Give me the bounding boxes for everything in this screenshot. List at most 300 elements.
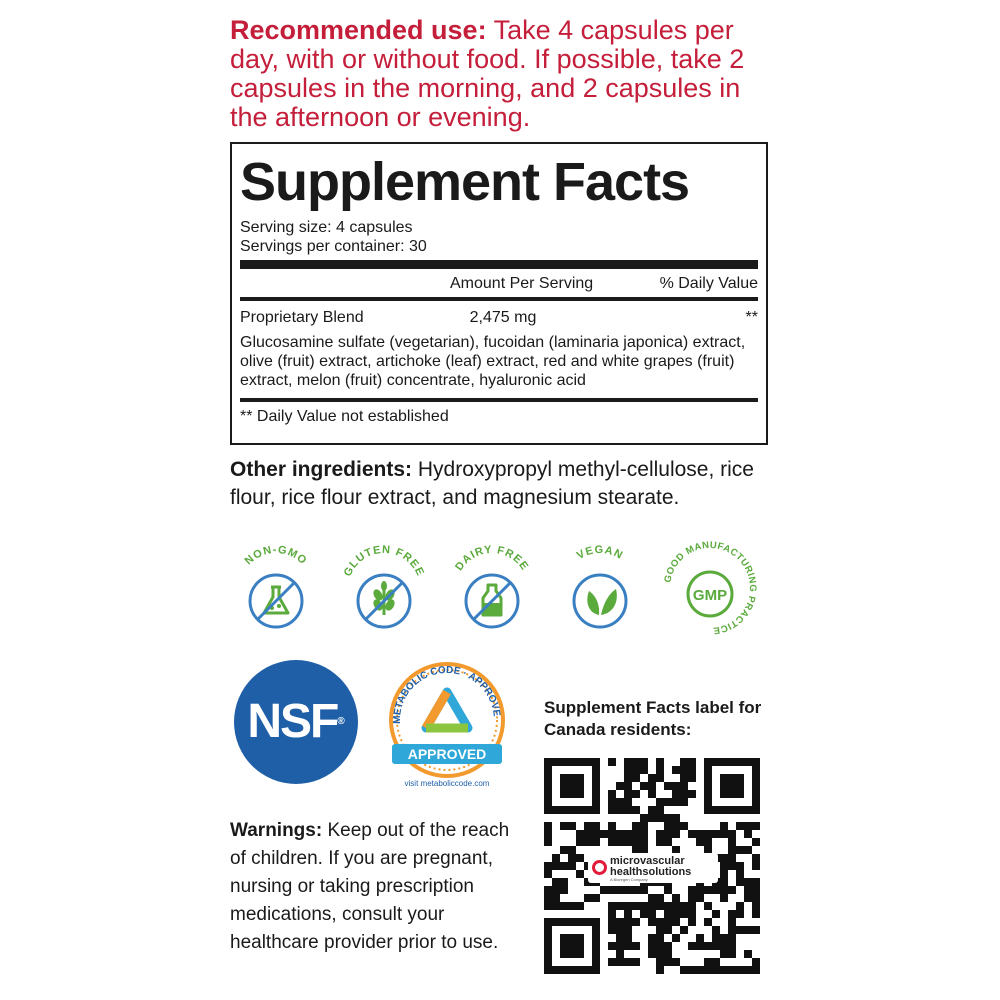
qr-module <box>656 774 664 782</box>
qr-module <box>624 774 632 782</box>
qr-module <box>672 830 680 838</box>
qr-module <box>704 958 712 966</box>
qr-module <box>576 830 584 838</box>
qr-module <box>576 870 584 878</box>
qr-module <box>664 958 672 966</box>
qr-module <box>616 950 624 958</box>
blend-name: Proprietary Blend <box>240 309 364 326</box>
qr-module <box>608 758 616 766</box>
qr-module <box>720 870 728 878</box>
qr-module <box>664 830 672 838</box>
qr-module <box>736 870 744 878</box>
other-ingredients-label: Other ingredients: <box>230 458 413 481</box>
qr-code-label: Supplement Facts label for Canada residents: <box>544 698 762 739</box>
qr-module <box>640 902 648 910</box>
qr-module <box>720 862 728 870</box>
qr-module <box>544 894 552 902</box>
qr-module <box>656 942 664 950</box>
qr-module <box>680 822 688 830</box>
qr-module <box>656 838 664 846</box>
qr-module <box>680 902 688 910</box>
svg-text:DAIRY FREE <box>453 544 531 573</box>
qr-module <box>584 838 592 846</box>
qr-module <box>632 902 640 910</box>
qr-module <box>720 830 728 838</box>
qr-module <box>680 910 688 918</box>
qr-module <box>688 910 696 918</box>
qr-module <box>648 950 656 958</box>
nsf-registered-mark: ® <box>337 716 345 727</box>
qr-module <box>672 798 680 806</box>
qr-module <box>624 758 632 766</box>
supplement-facts-title: Supplement Facts <box>240 152 690 212</box>
nsf-logo-text: NSF <box>247 695 338 748</box>
qr-module <box>680 766 688 774</box>
qr-module <box>712 958 720 966</box>
gmp-icon: GMP <box>692 587 728 604</box>
qr-module <box>624 806 632 814</box>
qr-module <box>720 950 728 958</box>
brand-subtitle: A Bioregen Company <box>610 877 648 882</box>
qr-module <box>720 966 728 974</box>
qr-module <box>664 902 672 910</box>
qr-module <box>728 886 736 894</box>
qr-module <box>664 950 672 958</box>
qr-module <box>696 934 704 942</box>
qr-module <box>648 814 656 822</box>
qr-module <box>680 926 688 934</box>
qr-module <box>672 790 680 798</box>
qr-module <box>712 830 720 838</box>
qr-module <box>704 966 712 974</box>
qr-module <box>616 798 624 806</box>
qr-module <box>728 950 736 958</box>
qr-module <box>664 822 672 830</box>
qr-module <box>672 934 680 942</box>
qr-module <box>568 862 576 870</box>
qr-module <box>704 886 712 894</box>
serving-size: Serving size: 4 capsules <box>240 219 413 236</box>
qr-module <box>736 966 744 974</box>
qr-module <box>720 878 728 886</box>
qr-module <box>728 918 736 926</box>
qr-module <box>640 758 648 766</box>
supplement-facts-panel <box>230 142 768 445</box>
divider-mid <box>240 297 758 301</box>
qr-module <box>648 934 656 942</box>
qr-module <box>720 886 728 894</box>
qr-module <box>736 910 744 918</box>
qr-module <box>728 966 736 974</box>
qr-module <box>616 958 624 966</box>
qr-module <box>744 846 752 854</box>
qr-module <box>752 886 760 894</box>
qr-module <box>736 846 744 854</box>
qr-module <box>752 822 760 830</box>
qr-module <box>544 822 552 830</box>
gmp-badge <box>660 538 760 638</box>
qr-module <box>696 942 704 950</box>
qr-module <box>544 870 552 878</box>
qr-module <box>544 830 552 838</box>
qr-module <box>576 838 584 846</box>
qr-module <box>680 790 688 798</box>
qr-module <box>616 838 624 846</box>
qr-module <box>744 966 752 974</box>
qr-module <box>688 902 696 910</box>
recommended-use-label: Recommended use: <box>230 15 487 45</box>
qr-module <box>616 902 624 910</box>
qr-module <box>632 822 640 830</box>
qr-module <box>544 838 552 846</box>
qr-module <box>640 822 648 830</box>
qr-module <box>696 838 704 846</box>
qr-module <box>728 926 736 934</box>
qr-module <box>568 822 576 830</box>
divider-thick <box>240 260 758 269</box>
qr-module <box>688 886 696 894</box>
qr-module <box>624 942 632 950</box>
blend-amount: 2,475 mg <box>469 309 537 326</box>
qr-module <box>648 918 656 926</box>
daily-value-header: % Daily Value <box>659 275 758 292</box>
qr-module <box>624 838 632 846</box>
qr-module <box>752 910 760 918</box>
qr-module <box>664 926 672 934</box>
qr-module <box>552 902 560 910</box>
qr-module <box>608 822 616 830</box>
qr-module <box>648 942 656 950</box>
metabolic-url: visit metaboliccode.com <box>404 779 490 788</box>
qr-module <box>632 958 640 966</box>
qr-module <box>656 902 664 910</box>
qr-module <box>672 958 680 966</box>
qr-module <box>600 886 608 894</box>
qr-module <box>544 902 552 910</box>
qr-module <box>672 822 680 830</box>
svg-text:VEGAN <box>575 544 625 562</box>
qr-finder-square <box>720 774 744 798</box>
qr-module <box>624 910 632 918</box>
qr-module <box>648 790 656 798</box>
qr-module <box>672 902 680 910</box>
qr-module <box>728 910 736 918</box>
qr-module <box>680 782 688 790</box>
qr-module <box>608 830 616 838</box>
qr-module <box>624 918 632 926</box>
qr-module <box>752 862 760 870</box>
qr-module <box>696 886 704 894</box>
proprietary-blend-row <box>240 305 758 331</box>
qr-module <box>552 886 560 894</box>
qr-module <box>680 966 688 974</box>
qr-module <box>608 886 616 894</box>
qr-module <box>624 886 632 894</box>
qr-module <box>752 894 760 902</box>
qr-module <box>560 886 568 894</box>
qr-module <box>712 926 720 934</box>
qr-module <box>656 830 664 838</box>
qr-module <box>608 838 616 846</box>
qr-module <box>688 894 696 902</box>
qr-module <box>648 774 656 782</box>
qr-module <box>648 902 656 910</box>
qr-module <box>752 902 760 910</box>
qr-module <box>608 918 616 926</box>
qr-module <box>640 830 648 838</box>
qr-module <box>688 758 696 766</box>
gmp-ring-label: GOOD MANUFACTURING PRACTICE <box>662 539 759 636</box>
qr-module <box>608 902 616 910</box>
qr-module <box>560 846 568 854</box>
svg-text:NON-GMO <box>243 544 310 568</box>
qr-module <box>584 830 592 838</box>
warnings <box>230 817 530 957</box>
qr-module <box>624 830 632 838</box>
qr-module <box>680 798 688 806</box>
qr-module <box>608 958 616 966</box>
qr-module <box>696 894 704 902</box>
qr-module <box>576 854 584 862</box>
qr-module <box>672 918 680 926</box>
qr-module <box>576 902 584 910</box>
dairy-free-badge <box>446 543 538 635</box>
qr-module <box>736 878 744 886</box>
qr-module <box>632 790 640 798</box>
qr-module <box>656 766 664 774</box>
qr-module <box>712 934 720 942</box>
brand-ring-icon <box>592 860 607 875</box>
blend-ingredients: Glucosamine sulfate (vegetarian), fucoidan (laminaria japonica) extract, olive (fruit) extract, artichoke (leaf) extract, red and white grapes (fruit) extract, melon (fruit) concentrate, hyaluronic acid <box>240 334 746 389</box>
qr-module <box>624 958 632 966</box>
qr-module <box>752 838 760 846</box>
qr-module <box>648 910 656 918</box>
qr-module <box>608 790 616 798</box>
qr-module <box>744 822 752 830</box>
qr-module <box>728 934 736 942</box>
qr-module <box>672 782 680 790</box>
qr-module <box>624 798 632 806</box>
qr-module <box>664 910 672 918</box>
recommended-use-text: Take 4 capsules per day, with or without food. If possible, take 2 capsules in the morning, and 2 capsules in the afternoon or evening. <box>230 15 745 132</box>
qr-module <box>656 758 664 766</box>
qr-module <box>728 862 736 870</box>
qr-module <box>640 886 648 894</box>
qr-module <box>568 902 576 910</box>
gluten-free-badge <box>338 543 430 635</box>
qr-module <box>688 830 696 838</box>
qr-module <box>720 942 728 950</box>
metabolic-arc-text: METABOLIC CODE · APPROVE <box>391 664 502 724</box>
qr-module <box>616 782 624 790</box>
qr-module <box>656 934 664 942</box>
qr-module <box>680 774 688 782</box>
qr-module <box>672 894 680 902</box>
qr-module <box>608 798 616 806</box>
qr-module <box>720 934 728 942</box>
qr-module <box>712 886 720 894</box>
qr-module <box>720 854 728 862</box>
qr-module <box>544 886 552 894</box>
qr-module <box>616 934 624 942</box>
qr-module <box>632 766 640 774</box>
qr-module <box>632 758 640 766</box>
qr-module <box>744 894 752 902</box>
qr-module <box>560 878 568 886</box>
qr-module <box>624 766 632 774</box>
qr-module <box>664 918 672 926</box>
qr-module <box>712 942 720 950</box>
vegan-label: VEGAN <box>574 543 626 562</box>
nsf-logo <box>234 660 358 784</box>
qr-module <box>552 862 560 870</box>
qr-module <box>704 942 712 950</box>
warnings-text: Keep out of the reach of children. If you are pregnant, nursing or taking prescription medications, consult your healthcare provider prior to use. <box>230 820 510 953</box>
qr-module <box>624 790 632 798</box>
vegan-badge <box>554 543 646 635</box>
qr-module <box>656 806 664 814</box>
qr-module <box>592 838 600 846</box>
qr-module <box>552 894 560 902</box>
qr-module <box>752 878 760 886</box>
qr-center-logo <box>588 853 718 883</box>
qr-module <box>616 830 624 838</box>
qr-module <box>632 830 640 838</box>
qr-module <box>640 910 648 918</box>
qr-module <box>648 806 656 814</box>
qr-module <box>664 838 672 846</box>
qr-module <box>736 902 744 910</box>
qr-module <box>656 798 664 806</box>
qr-module <box>608 942 616 950</box>
divider-bottom <box>240 398 758 402</box>
qr-module <box>632 838 640 846</box>
qr-module <box>656 958 664 966</box>
qr-finder-square <box>560 934 584 958</box>
qr-module <box>744 878 752 886</box>
qr-module <box>560 862 568 870</box>
qr-module <box>632 942 640 950</box>
qr-module <box>736 822 744 830</box>
qr-module <box>624 934 632 942</box>
amount-per-serving-header: Amount Per Serving <box>450 275 594 292</box>
qr-module <box>728 846 736 854</box>
blend-daily-value: ** <box>745 309 758 326</box>
qr-module <box>584 894 592 902</box>
facts-column-headers <box>240 274 758 294</box>
qr-module <box>632 774 640 782</box>
qr-module <box>728 942 736 950</box>
gluten-free-label: GLUTEN FREE <box>341 543 427 579</box>
qr-module <box>752 926 760 934</box>
qr-module <box>688 918 696 926</box>
svg-text:GLUTEN FREE <box>342 544 427 579</box>
qr-module <box>696 966 704 974</box>
qr-module <box>600 830 608 838</box>
qr-module <box>616 806 624 814</box>
qr-module <box>672 766 680 774</box>
qr-module <box>656 894 664 902</box>
other-ingredients <box>230 456 770 512</box>
daily-value-footnote: ** Daily Value not established <box>240 408 449 425</box>
qr-module <box>616 942 624 950</box>
qr-module <box>688 966 696 974</box>
qr-module <box>664 886 672 894</box>
qr-module <box>664 814 672 822</box>
qr-module <box>664 942 672 950</box>
qr-module <box>696 830 704 838</box>
qr-module <box>608 910 616 918</box>
qr-module <box>648 894 656 902</box>
qr-module <box>656 950 664 958</box>
metabolic-code-seal <box>382 658 512 790</box>
qr-module <box>640 782 648 790</box>
qr-module <box>640 766 648 774</box>
qr-module <box>592 894 600 902</box>
other-ingredients-text: Hydroxypropyl methyl-cellulose, rice flour, rice flour extract, and magnesium stearate. <box>230 458 754 509</box>
qr-module <box>704 838 712 846</box>
qr-module <box>712 966 720 974</box>
qr-module <box>688 790 696 798</box>
qr-module <box>560 902 568 910</box>
qr-module <box>568 854 576 862</box>
qr-finder-square <box>560 774 584 798</box>
qr-module <box>672 910 680 918</box>
qr-module <box>752 958 760 966</box>
qr-module <box>664 798 672 806</box>
qr-module <box>656 926 664 934</box>
qr-module <box>544 862 552 870</box>
qr-module <box>592 822 600 830</box>
brand-line1: microvascular <box>610 855 685 867</box>
qr-module <box>648 782 656 790</box>
qr-module <box>704 918 712 926</box>
qr-module <box>624 902 632 910</box>
qr-module <box>592 830 600 838</box>
qr-module <box>744 926 752 934</box>
qr-module <box>656 814 664 822</box>
qr-module <box>744 830 752 838</box>
approved-ribbon: APPROVED <box>407 746 487 762</box>
qr-module <box>728 830 736 838</box>
qr-module <box>656 918 664 926</box>
qr-module <box>744 886 752 894</box>
recommended-use <box>230 16 770 132</box>
non-gmo-label: NON-GMO <box>242 543 310 568</box>
qr-module <box>640 814 648 822</box>
brand-line2: healthsolutions <box>610 866 692 878</box>
qr-module <box>704 902 712 910</box>
qr-module <box>624 926 632 934</box>
qr-module <box>712 910 720 918</box>
qr-module <box>608 926 616 934</box>
qr-module <box>616 918 624 926</box>
qr-module <box>552 854 560 862</box>
qr-module <box>736 926 744 934</box>
dairy-free-label: DAIRY FREE <box>453 543 531 573</box>
qr-module <box>744 950 752 958</box>
qr-module <box>720 894 728 902</box>
qr-module <box>568 846 576 854</box>
leaf-icon <box>587 589 617 615</box>
qr-module <box>632 918 640 926</box>
qr-module <box>736 862 744 870</box>
servings-per-container: Servings per container: 30 <box>240 238 427 255</box>
qr-module <box>656 966 664 974</box>
qr-module <box>688 774 696 782</box>
qr-module <box>680 758 688 766</box>
qr-module <box>616 886 624 894</box>
